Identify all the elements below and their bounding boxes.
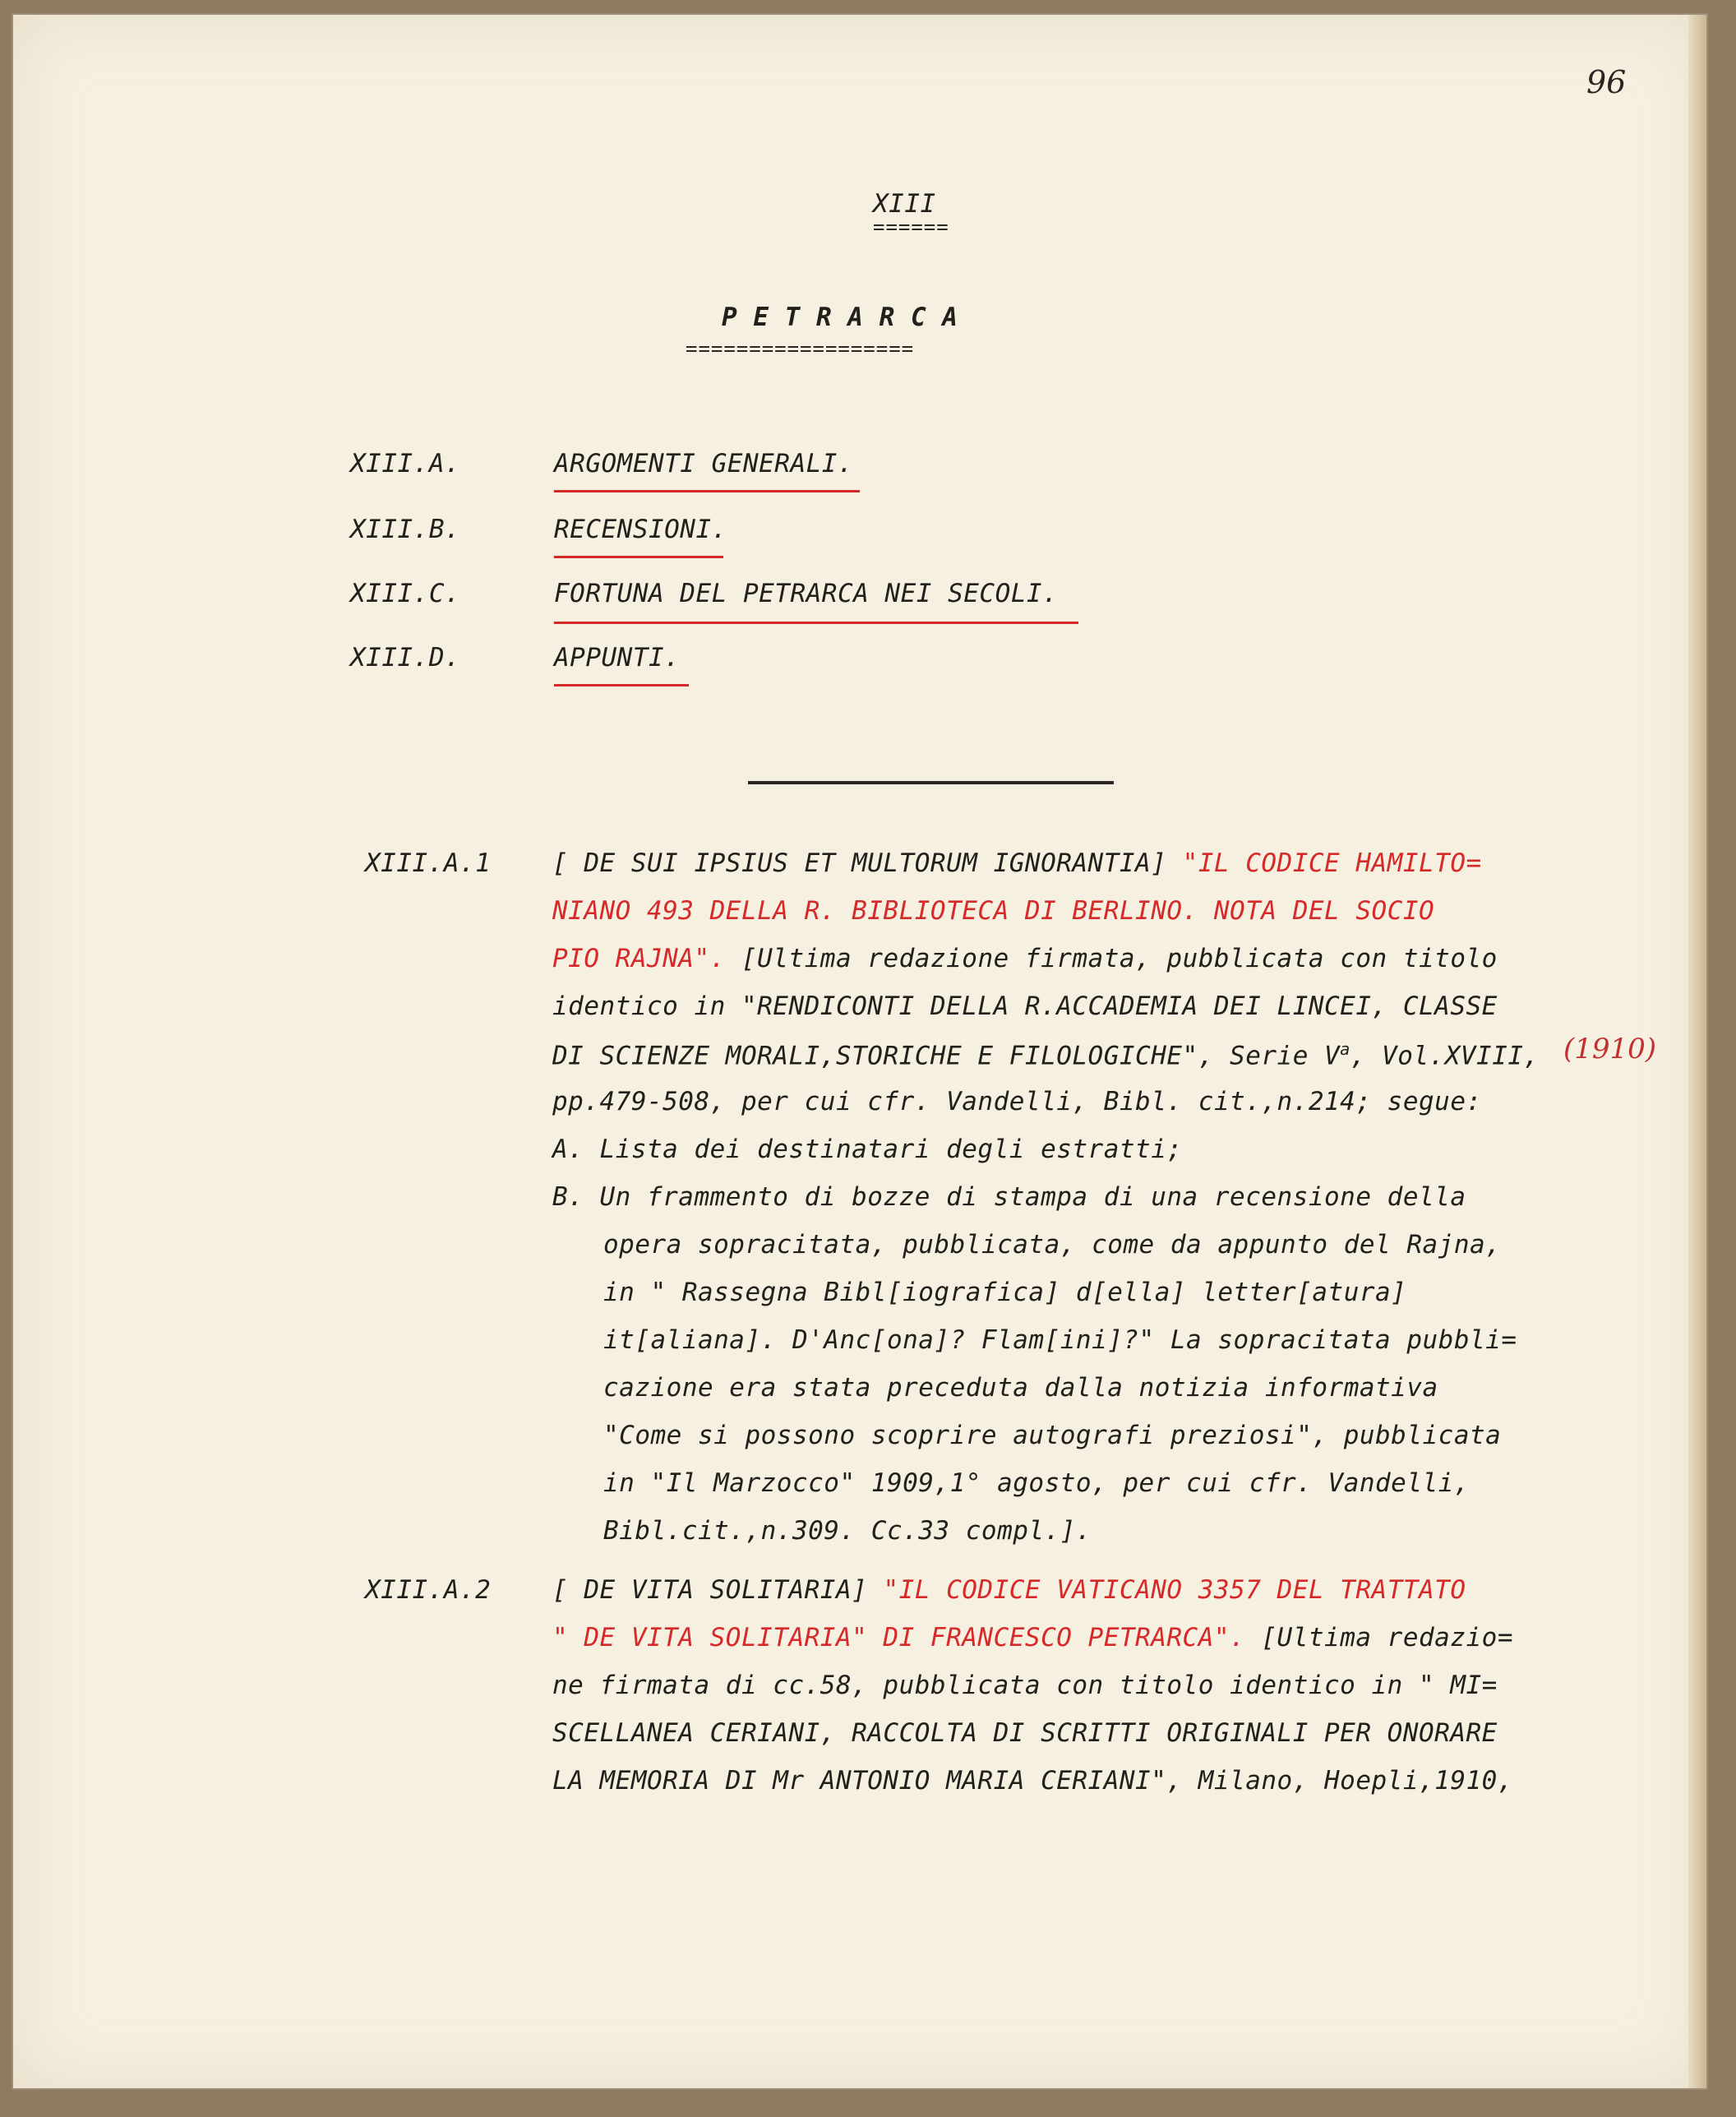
entry1-line6: pp.479-508, per cui cfr. Vandelli, Bibl. cit.,n.214; segue: — [552, 1087, 1482, 1116]
chapter-number: XIII — [873, 189, 936, 219]
entry1-line9: opera sopracitata, pubblicata, come da appunto del Rajna, — [603, 1230, 1502, 1260]
entry2-line5: LA MEMORIA DI Mr ANTONIO MARIA CERIANI", Milano, Hoepli,1910, — [552, 1766, 1513, 1796]
toc-code-d: XIII.D. — [350, 643, 461, 673]
entry1-line4: identico in "RENDICONTI DELLA R.ACCADEMIA DEI LINCEI, CLASSE — [552, 991, 1498, 1021]
entry2-line3: ne firmata di cc.58, pubblicata con titolo identico in " MI= — [552, 1671, 1498, 1700]
margin-note-year: (1910) — [1563, 1033, 1657, 1065]
entry1-line11: it[aliana]. D'Anc[ona]? Flam[ini]?" La sopracitata pubbli= — [603, 1325, 1517, 1355]
entry1-line1: [ DE SUI IPSIUS ET MULTORUM IGNORANTIA] "IL CODICE HAMILTO= — [552, 848, 1482, 878]
toc-label-d: APPUNTI. — [554, 643, 681, 673]
entry1-line15: Bibl.cit.,n.309. Cc.33 compl.]. — [603, 1516, 1092, 1546]
entry1-line13: "Come si possono scoprire autografi preziosi", pubblicata — [603, 1421, 1502, 1450]
chapter-number-underline: ====== — [873, 215, 949, 238]
chapter-title: P E T R A R C A — [722, 303, 958, 332]
toc-code-b: XIII.B. — [350, 515, 461, 544]
entry1-code: XIII.A.1 — [365, 848, 492, 878]
entry1-line8: B. Un frammento di bozze di stampa di una recensione della — [552, 1182, 1466, 1212]
page-number: 96 — [1586, 64, 1627, 100]
toc-code-c: XIII.C. — [350, 579, 461, 608]
entry2-line2: " DE VITA SOLITARIA" DI FRANCESCO PETRARCA". [Ultima redazio= — [552, 1623, 1513, 1652]
toc-label-c: FORTUNA DEL PETRARCA NEI SECOLI. — [554, 579, 1059, 608]
chapter-title-underline: ================== — [686, 337, 915, 360]
entry2-line4: SCELLANEA CERIANI, RACCOLTA DI SCRITTI ORIGINALI PER ONORARE — [552, 1718, 1498, 1748]
toc-label-b: RECENSIONI. — [554, 515, 727, 544]
toc-underline-d — [554, 684, 689, 686]
entry2-line1: [ DE VITA SOLITARIA] "IL CODICE VATICANO 3357 DEL TRATTATO — [552, 1575, 1466, 1605]
entry1-line3: PIO RAJNA". [Ultima redazione firmata, pubblicata con titolo — [552, 944, 1498, 973]
entry1-line14: in "Il Marzocco" 1909,1° agosto, per cui cfr. Vandelli, — [603, 1468, 1470, 1498]
toc-underline-c — [554, 622, 1078, 624]
entry1-line7: A. Lista dei destinatari degli estratti; — [552, 1135, 1183, 1164]
entry2-code: XIII.A.2 — [365, 1575, 492, 1605]
entry1-line5: DI SCIENZE MORALI,STORICHE E FILOLOGICHE", Serie $V^a$, Vol.XVIII, — [552, 1039, 1540, 1071]
entry1-line10: in " Rassegna Bibl[iografica] d[ella] letter[atura] — [603, 1278, 1407, 1307]
section-divider — [748, 781, 1114, 784]
toc-underline-a — [554, 490, 860, 492]
entry1-line2: NIANO 493 DELLA R. BIBLIOTECA DI BERLINO. NOTA DEL SOCIO — [552, 896, 1435, 926]
entry1-line12: cazione era stata preceduta dalla notizia informativa — [603, 1373, 1438, 1403]
toc-code-a: XIII.A. — [350, 449, 461, 478]
toc-underline-b — [554, 556, 723, 558]
toc-label-a: ARGOMENTI GENERALI. — [554, 449, 854, 478]
page-edge — [1688, 15, 1706, 2088]
